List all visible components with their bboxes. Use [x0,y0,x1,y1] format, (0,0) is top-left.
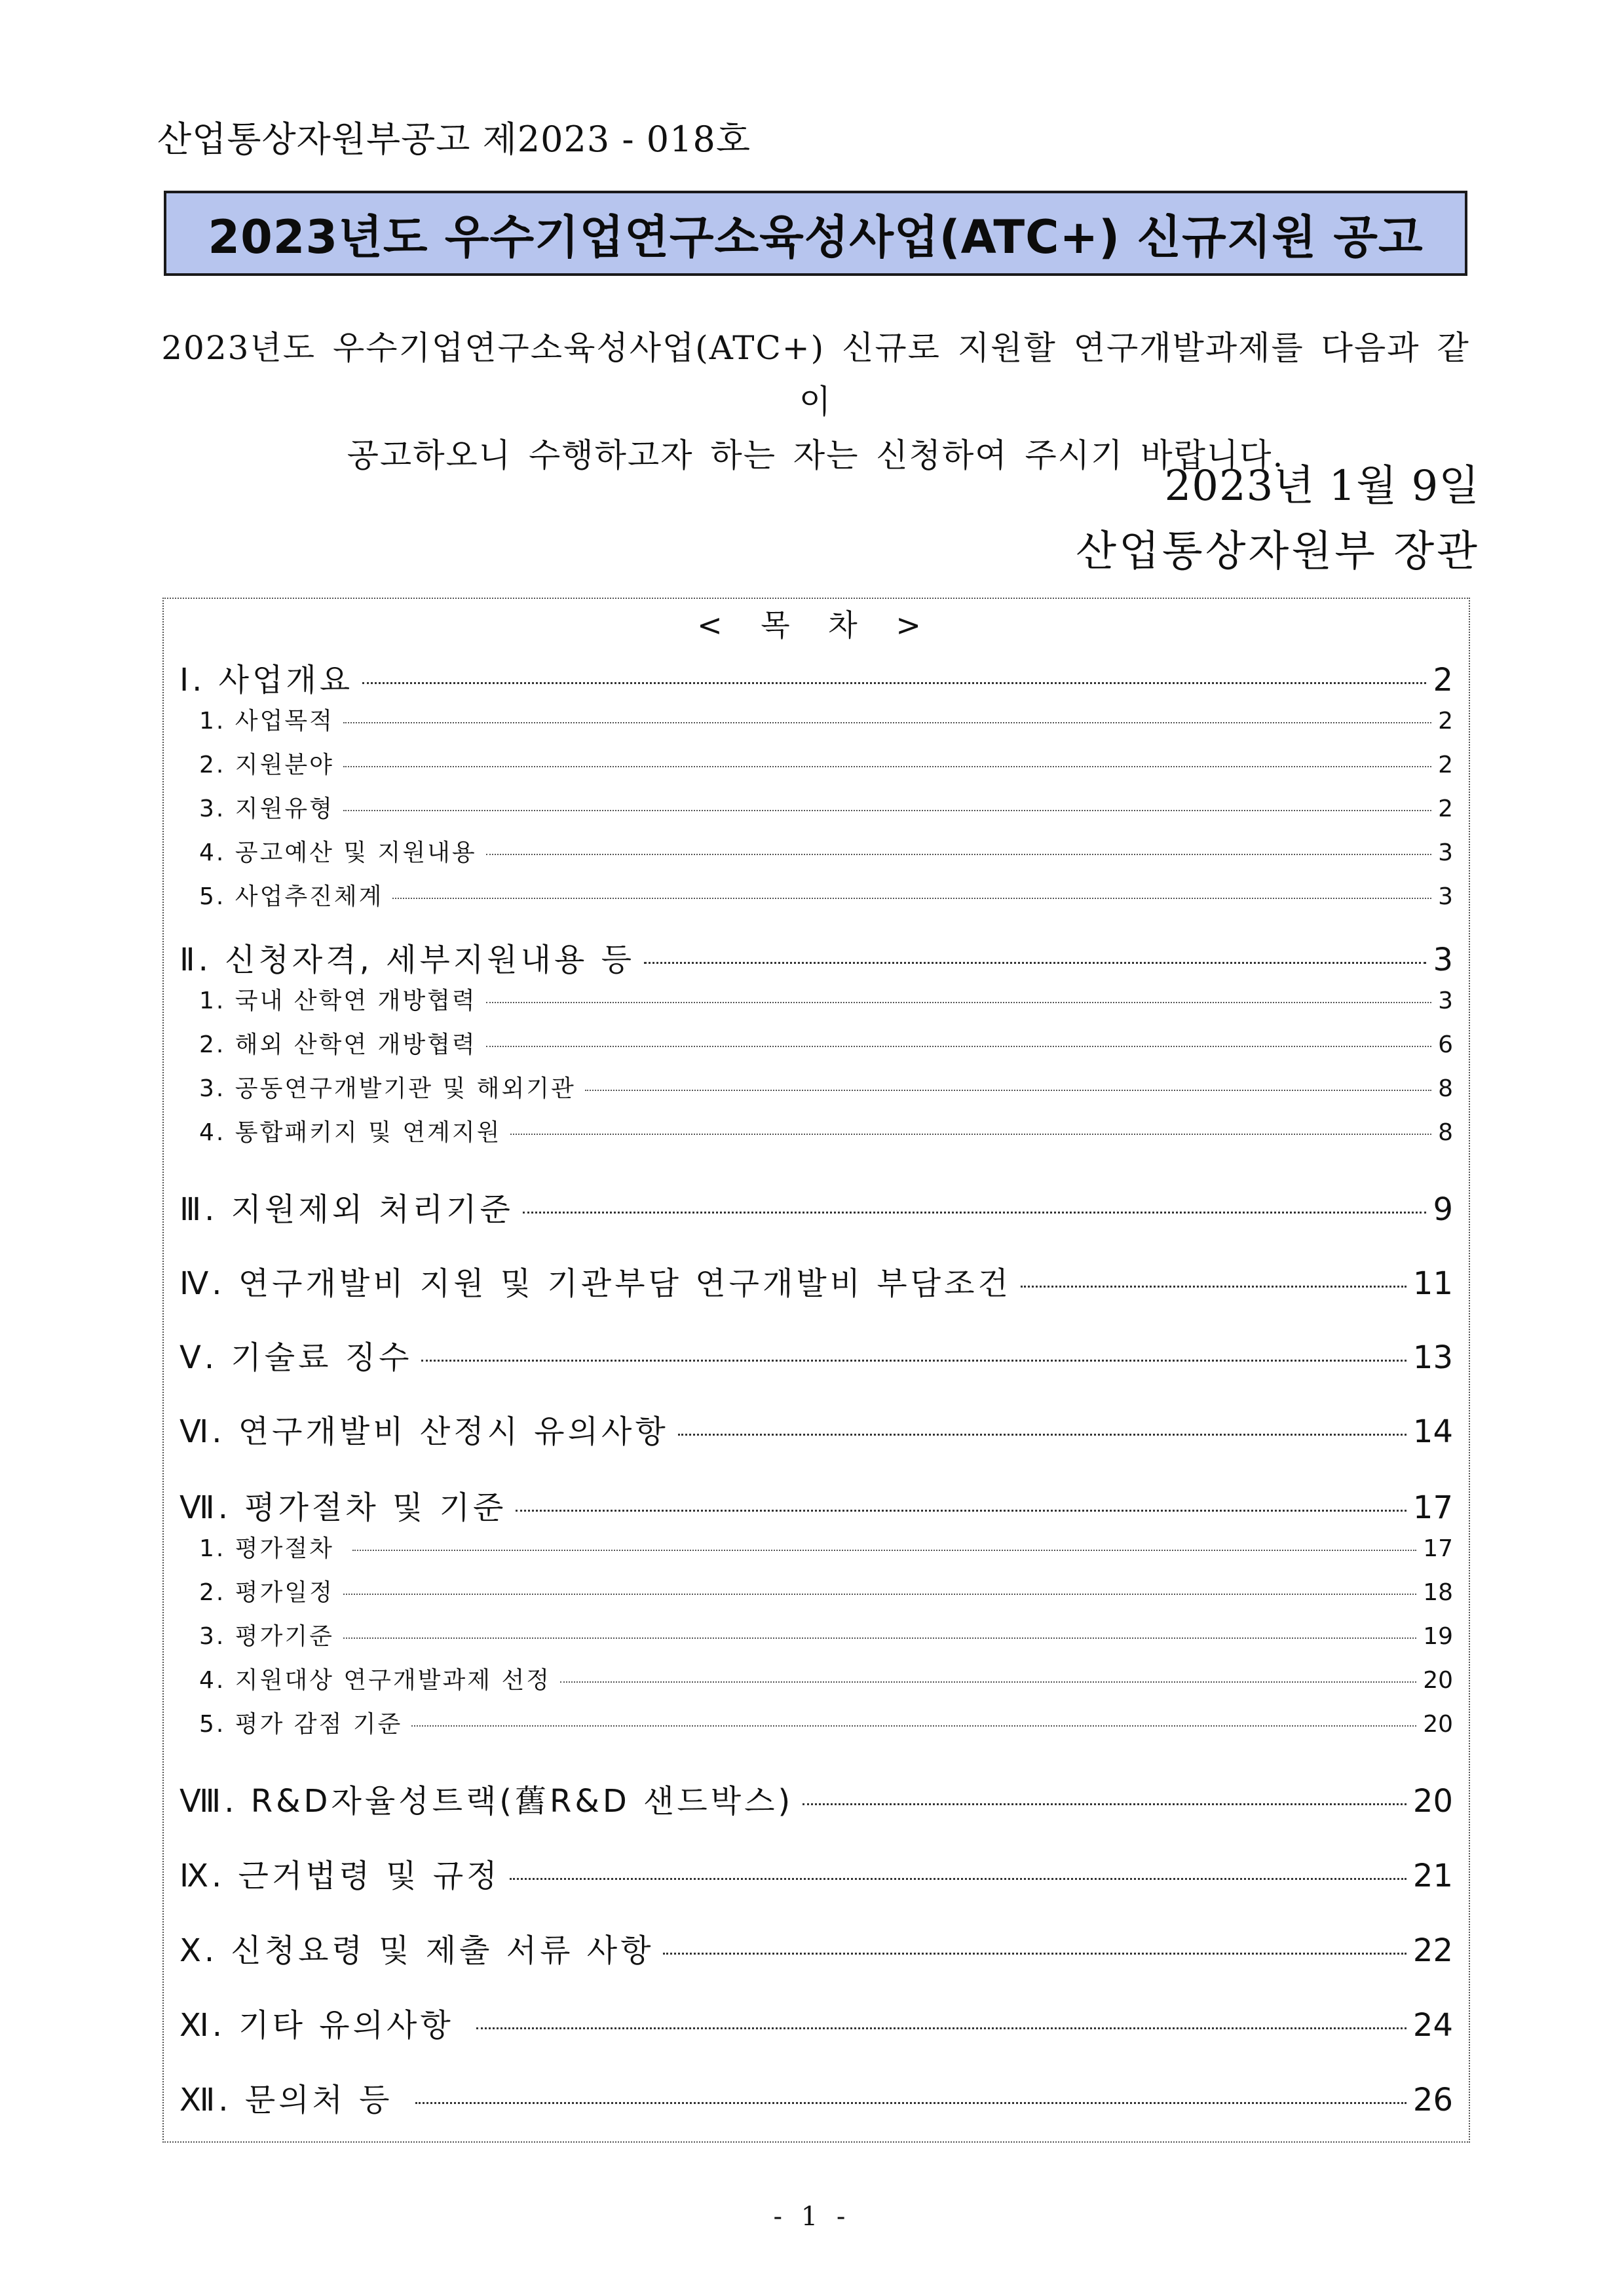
toc-page: 21 [1412,1858,1453,1894]
toc-page: 18 [1423,1579,1453,1606]
toc-subsection[interactable] [179,1026,1453,1060]
announcement-date: 2023년 1월 9일 [1164,462,1480,510]
toc-label: Ⅻ. 문의처 등 [179,2082,406,2118]
toc-label: Ⅰ. 사업개요 [179,662,354,698]
toc-page: 8 [1438,1119,1453,1146]
toc-page: 11 [1412,1265,1453,1302]
toc-subsection[interactable] [179,1706,1453,1739]
leader-dots [343,1594,1416,1595]
toc-label: 1. 사업목적 [199,708,334,735]
toc-subsection[interactable] [179,1114,1453,1147]
toc-section[interactable] [179,2000,1453,2045]
toc-label: 2. 지원분야 [199,752,334,778]
toc-page: 3 [1438,987,1453,1014]
toc-label: 3. 평가기준 [199,1623,334,1650]
leader-dots [510,1134,1431,1135]
toc-page: 17 [1423,1535,1453,1562]
toc-page: 2 [1438,708,1453,735]
toc-section[interactable] [179,1184,1453,1229]
leader-dots [516,1510,1407,1512]
toc-page: 9 [1433,1191,1453,1228]
leader-dots [523,1212,1427,1214]
leader-dots [486,1046,1431,1047]
toc-section[interactable] [179,934,1453,980]
leader-dots [486,1002,1431,1003]
toc-subsection[interactable] [179,1530,1453,1563]
toc-label: Ⅶ. 평가절차 및 기준 [179,1489,507,1526]
leader-dots [411,1725,1416,1727]
leader-dots [415,2102,1407,2104]
toc-page: 3 [1438,883,1453,910]
toc-subsection[interactable] [179,1070,1453,1103]
toc-page: 2 [1438,752,1453,778]
toc-page: 26 [1412,2082,1453,2118]
toc-page: 20 [1423,1711,1453,1738]
leader-dots [343,766,1431,767]
toc-label: Ⅱ. 신청자격, 세부지원내용 등 [179,942,635,978]
toc-page: 3 [1433,942,1453,978]
title-banner [164,191,1467,276]
toc-label: 4. 통합패키지 및 연계지원 [199,1119,502,1146]
toc-label: 4. 지원대상 연구개발과제 선정 [199,1667,551,1694]
leader-dots [1021,1286,1407,1288]
toc-page: 22 [1412,1932,1453,1969]
toc-page: 3 [1438,839,1453,866]
toc-section[interactable] [179,1925,1453,1970]
toc-page: 13 [1412,1339,1453,1376]
toc-section[interactable] [179,1332,1453,1377]
toc-label: 4. 공고예산 및 지원내용 [199,839,477,866]
toc-page: 24 [1412,2007,1453,2044]
leader-dots [585,1090,1431,1091]
toc-label: 5. 평가 감점 기준 [199,1711,403,1738]
leader-dots [476,2027,1407,2029]
toc-subsection[interactable] [179,746,1453,780]
toc-label: Ⅷ. R&D자율성트랙(舊R&D 샌드박스) [179,1783,794,1820]
toc-label: 3. 지원유형 [199,795,334,822]
toc-subsection[interactable] [179,834,1453,868]
toc-page: 17 [1412,1489,1453,1526]
toc-section[interactable] [179,2075,1453,2120]
toc-section[interactable] [179,1482,1453,1527]
toc-page: 2 [1438,795,1453,822]
toc-page: 19 [1423,1623,1453,1650]
toc-subsection[interactable] [179,878,1453,911]
table-of-contents [162,598,1470,2143]
leader-dots [343,1637,1416,1639]
toc-label: Ⅸ. 근거법령 및 규정 [179,1858,500,1894]
page-number: - 1 - [773,2202,851,2232]
leader-dots [421,1360,1406,1362]
toc-label: Ⅲ. 지원제외 처리기준 [179,1191,514,1228]
intro-line: 공고하오니 수행하고자 하는 자는 신청하여 주시기 바랍니다. [347,436,1285,474]
leader-dots [663,1953,1406,1955]
issuer: 산업통상자원부 장관 [1076,527,1480,576]
toc-page: 2 [1433,662,1453,698]
leader-dots [352,1550,1416,1551]
toc-subsection[interactable] [179,982,1453,1016]
toc-label: 2. 평가일정 [199,1579,334,1606]
leader-dots [486,854,1431,855]
toc-label: Ⅵ. 연구개발비 산정시 유의사항 [179,1413,669,1450]
leader-dots [803,1803,1407,1805]
leader-dots [678,1434,1407,1436]
toc-subsection[interactable] [179,790,1453,824]
toc-label: Ⅴ. 기술료 징수 [179,1339,413,1376]
toc-label: Ⅳ. 연구개발비 지원 및 기관부담 연구개발비 부담조건 [179,1265,1011,1302]
toc-label: Ⅺ. 기타 유의사항 [179,2007,468,2044]
toc-label: 5. 사업추진체계 [199,883,384,910]
toc-subsection[interactable] [179,702,1453,736]
leader-dots [392,898,1431,899]
toc-label: Ⅹ. 신청요령 및 제출 서류 사항 [179,1932,654,1969]
intro-line: 2023년도 우수기업연구소육성사업(ATC+) 신규로 지원할 연구개발과제를 다음과 같이 [161,329,1470,421]
toc-label: 1. 평가절차 [199,1535,344,1562]
toc-page: 6 [1438,1031,1453,1058]
toc-subsection[interactable] [179,1618,1453,1651]
notice-number: 산업통상자원부공고 제2023 - 018호 [157,119,751,160]
leader-dots [560,1681,1416,1683]
toc-page: 8 [1438,1075,1453,1102]
toc-label: 2. 해외 산학연 개방협력 [199,1031,477,1058]
toc-label: 1. 국내 산학연 개방협력 [199,987,477,1014]
document-title: 2023년도 우수기업연구소육성사업(ATC+) 신규지원 공고 [208,210,1424,264]
leader-dots [343,810,1431,811]
toc-page: 20 [1423,1667,1453,1694]
toc-section[interactable] [179,1776,1453,1821]
leader-dots [510,1878,1407,1880]
toc-heading: < 목 차 > [697,607,935,643]
toc-label: 3. 공동연구개발기관 및 해외기관 [199,1075,576,1102]
toc-section[interactable] [179,1406,1453,1451]
leader-dots [343,722,1431,723]
toc-subsection[interactable] [179,1574,1453,1607]
toc-subsection[interactable] [179,1662,1453,1695]
leader-dots [362,682,1426,684]
toc-section[interactable] [179,1850,1453,1896]
leader-dots [644,962,1426,964]
toc-section[interactable] [179,1258,1453,1303]
toc-page: 14 [1412,1413,1453,1450]
toc-section[interactable] [179,655,1453,700]
toc-page: 20 [1412,1783,1453,1820]
